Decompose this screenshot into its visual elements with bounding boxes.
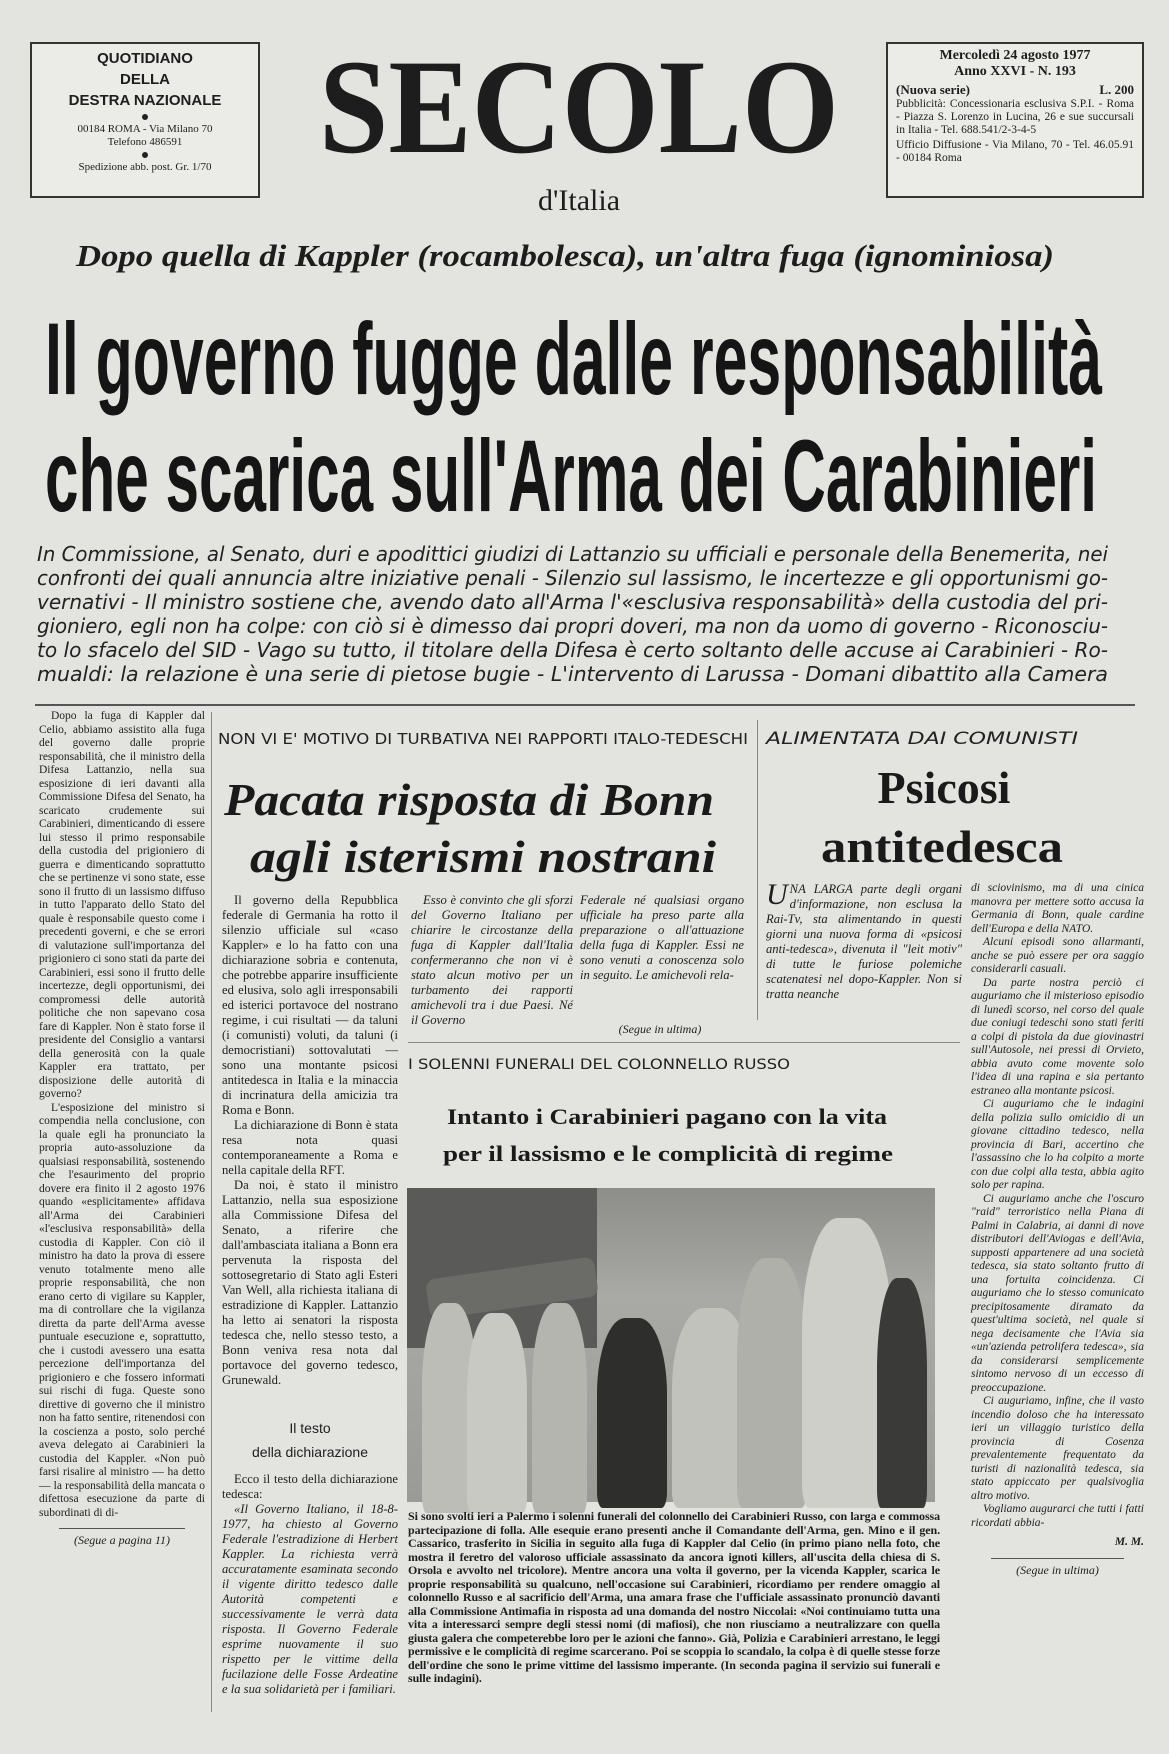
psicosi-signature: M. M. — [1114, 1536, 1144, 1548]
masthead-title: SECOLO — [319, 33, 839, 182]
bonn-paragraph: La dichiarazione di Bonn è stata resa nota quasi contemporaneamente a Roma e nella capitale della RFT. — [222, 1118, 398, 1177]
lead-continued: (Segue a pagina 11) — [59, 1528, 185, 1548]
psicosi-paragraph: Vogliamo augurarci che tutti i fatti ricordati abbia- — [971, 1503, 1144, 1529]
psicosi-dropcap: U — [766, 878, 788, 911]
section-divider — [35, 704, 1135, 706]
psicosi-headline-line-2: antitedesca — [821, 821, 1063, 872]
psicosi-headline-line-1: Psicosi — [877, 762, 1011, 813]
masthead-tagline-3: DESTRA NAZIONALE — [68, 92, 222, 109]
lead-headline-line-1: Il governo fugge dalle responsabilità — [45, 302, 1103, 416]
bonn-subhead — [222, 1416, 398, 1464]
bonn-continued: (Segue in ultima) — [618, 1022, 702, 1036]
advertising-info: Pubblicità: Concessionaria esclusiva S.P.I. - Roma - Piazza S. Lorenzo in Lucina, 26 e sue succursali in Italia - Tel. 688.541/2-3-4-5 — [896, 98, 1134, 136]
distribution-info: Ufficio Diffusione - Via Milano, 70 - Tel. 46.05.91 - 00184 Roma — [896, 139, 1134, 164]
psicosi-continued: (Segue in ultima) — [991, 1558, 1124, 1578]
column-rule — [211, 712, 212, 1712]
photo-figure — [467, 1313, 527, 1513]
bonn-intro: Ecco il testo della dichiarazione tedesca: — [222, 1472, 398, 1501]
lead-summary-line: to lo sfacelo del SID - Vago su tutto, il titolare della Difesa è certo soltanto delle accuse ai Carabinieri - Ro- — [37, 638, 1108, 662]
lead-article-body — [39, 710, 205, 1548]
funeral-photo-caption: Si sono svolti ieri a Palermo i solenni funerali del colonnello dei Carabinieri Russo, con larga e commossa partecipazione di folla. Alle esequie erano presenti anche il Comandante dell'Arma, gen. Mino e il gen. Cassarico, trasferito in Sicilia in seguito alla fuga di Kappler dal Celio (in primo piano nella foto, che mostra il feretro del valoroso ufficiale assassinato da ancora ignoti killers, all'uscita della chiesa di S. Orsola e avvolto nel tricolore). Mentre ancora una volta il governo, per la vicenda Kappler, scarica le proprie responsabilità su qualcuno, nell'occasione sui Carabinieri, ricordiamo per rendere omaggio al colonnello Russo e al sacrificio dell'Arma, una amara frase che l'ufficiale assassinato pronunciò davanti alla Commissione Antimafia in risposta ad una domanda del nostro Niccolai: «Noi continuiamo tutta una vita a interessarci sempre degli stessi nomi (di mafiosi), che non riusciamo a neutralizzare con quella giusta galera che competerebbe loro per le azioni che fanno». Già, Polizia e Carabinieri arrestano, le leggi permissive e le complicità di regime scarcerano. Poi se scoppia lo scandalo, la colpa è di quelle stesse forze dell'ordine che sono le prime vittime del lassismo imperante. (In seconda pagina il servizio sui funerali e sulle indagini). — [408, 1509, 940, 1685]
bonn-article-body — [222, 893, 398, 1712]
psicosi-section-label: ALIMENTATA DAI COMUNISTI — [764, 729, 1078, 749]
masthead-tagline-2: DELLA — [120, 71, 170, 88]
bonn-paragraph: Da noi, è stato il ministro Lattanzio, nella sua esposizione alla Commissione Difesa del Senato, a riferire che dall'ambasciata italiana a Bonn era pervenuta la risposta del sottosegretario di Stato agli Esteri Van Well, alla richiesta italiana di estradizione di Kappler. Lattanzio ha letto ai senatori la risposta tedesca che, nello stesso testo, a Bonn veniva resa nota dal portavoce del governo tedesco, Grunewald. — [222, 1178, 398, 1387]
bonn-headline-line-1: Pacata risposta di Bonn — [222, 774, 715, 825]
photo-figure — [737, 1258, 807, 1508]
issue-price: L. 200 — [1099, 82, 1134, 97]
photo-figure — [877, 1278, 927, 1508]
bonn-quote-paragraph: Esso è convinto che gli sforzi del Governo Italiano per chiarire le circostanze della fuga di Kappler dall'Italia confermeranno che non vi è stato alcun motivo per un turbamento dei rapporti amichevoli tra i due Paesi. Né il Governo — [411, 893, 573, 1027]
lead-summary-line: mualdi: la relazione è una serie di pietose bugie - L'intervento di Larussa - Domani dibattito alla Camera — [37, 662, 1108, 686]
bonn-paragraph: Il governo della Repubblica federale di Germania ha rotto il silenzio ufficiale sul «caso Kappler» e lo ha fatto con una dichiarazione sobria e contenuta, che potrebbe apparire insufficiente ed elusiva, solo agli irresponsabili ed isterici portavoce del nostrano regime, i cui risultati — da taluni (i comunisti) voluti, da taluni (i democristiani) sottovalutati — sono una montante psicosi antitedesca in Italia e la minaccia di incrinatura della amicizia tra Roma e Bonn. — [222, 893, 398, 1117]
bonn-headline-line-2: agli isterismi nostrani — [250, 831, 717, 882]
psicosi-first-paragraph: NA LARGA parte degli organi d'informazione, non esclusa la Rai-Tv, sta alimentando in questi giorni una nuova forma di «psicosi anti-tedesca», divenuta il "leit motiv" di tutte le furiose polemiche scatenatesi nel dopo-Kappler. Non si tratta neanche — [766, 882, 962, 1001]
masthead-phone: Telefono 486591 — [107, 136, 183, 148]
masthead-tagline-1: QUOTIDIANO — [97, 50, 193, 67]
bonn-section-label: NON VI E' MOTIVO DI TURBATIVA NEI RAPPORTI ITALO-TEDESCHI — [218, 730, 748, 748]
photo-figure — [532, 1303, 587, 1513]
funerali-headline-line-2: per il lassismo e le complicità di regime — [443, 1141, 894, 1166]
psicosi-paragraph: di sciovinismo, ma di una cinica manovra per mettere sotto accusa la Germania di Bonn, quale cardine dell'Europa e della NATO. — [971, 882, 1144, 935]
lead-kicker: Dopo quella di Kappler (rocambolesca), un'altra fuga (ignominiosa) — [74, 238, 1054, 273]
masthead-postal: Spedizione abb. post. Gr. 1/70 — [78, 161, 212, 173]
psicosi-article-intro — [766, 878, 962, 1016]
lead-paragraph: L'esposizione del ministro si compendia nella conclusione, con la quale egli ha pronunciato la propria auto-assoluzione da qualsiasi responsabilità, sostenendo che l'esaurimento del proprio dovere era finito il 2 agosto 1976 quando «esplicitamente» affidava all'Arma dei Carabinieri «l'esclusiva responsabilità» della custodia di Kappler. Con ciò il ministro ha dato la prova di essere venuto totalmente meno alle proprie responsabilità, che non erano certo di vigilare su Kappler, ma di controllare che la vigilanza diretta da parte dell'Arma avesse puntuale esecuzione e, soprattutto, che i custodi avessero una esatta percezione dell'importanza del prigioniero e che fossero informati sui rischi di fuga. Queste sono direttive di governo che il ministro non ha fatto sentire, ritenendosi con la coscienza a posto, solo perché aveva delegato ai Carabinieri la custodia del Kappler. «Non può farsi risalire al ministro — ha detto — la responsabilità della mancata o difettosa esecuzione da parte di subordinati di di- — [39, 1101, 205, 1519]
photo-figure — [597, 1318, 667, 1508]
funeral-photo — [407, 1188, 935, 1502]
funerali-headline-line-1: Intanto i Carabinieri pagano con la vita — [447, 1104, 887, 1129]
bonn-quote-paragraph: Federale né qualsiasi organo ufficiale ha preso parte alla preparazione o all'attuazione della fuga di Kappler. Essi ne sono venuti a conoscenza solo in seguito. Le amichevoli rela- — [580, 893, 744, 982]
bonn-subhead-line-2: della dichiarazione — [252, 1444, 368, 1460]
lead-paragraph: Dopo la fuga di Kappler dal Celio, abbiamo assistito alla fuga del governo dalle proprie responsabilità, che il ministro della Difesa Lattanzio, nella sua esposizione di ieri davanti alla Commissione Difesa del Senato, ha scaricato crudemente sui Carabinieri, dimenticando di essere lui stesso il primo responsabile della custodia del prigioniero di guerra e dimenticando soprattutto che se pertinenze vi sono state, esse sono il frutto di un lassismo diffuso in tutto l'apparato dello Stato del quale è responsabile questo come i precedenti governi, e che se errori di valutazione sull'importanza del prigioniero ci sono stati da parte dei Carabinieri, essi sono il frutto delle incertezze, degli opportunismi, dei compromessi delle autorità politiche che non sapevano cosa fare di Kappler. Non è stato forse il presidente del Consiglio a vantarsi della generosità con la quale Kappler era trattato, per disposizione delle autorità di governo? — [39, 710, 205, 1100]
issue-series: (Nuova serie) — [896, 82, 971, 97]
psicosi-paragraph: Ci auguriamo anche che l'oscuro "raid" terroristico nella Piana di Palmi in Calabria, ai danni di nove distributori dell'Aviogas e dell'Avia, supposti appartenere ad una società tedesca, sia stato soltanto frutto di una fortuita coincidenza. Ci auguriamo che lo stesso comunicato precipitosamente diramato da quest'ultima società, nel quale si nega decisamente che l'Avia sia «un'azienda petrolifera tedesca», sia da considerarsi semplicemente sintomo nervoso di un eccesso di preoccupazione. — [971, 1192, 1144, 1394]
psicosi-paragraph: Alcuni episodi sono allarmanti, anche se può essere per ora saggio considerarli casuali. — [971, 936, 1144, 975]
psicosi-article-body — [971, 882, 1144, 1578]
bonn-quote: «Il Governo Italiano, il 18-8-1977, ha chiesto al Governo Federale l'estradizione di Herbert Kappler. La richiesta verrà accuratamente esaminata secondo il vigente diritto tedesco dalle Autorità competenti e successivamente le verrà data risposta. Il Governo Federale esprime nuovamente il suo rispetto per le vittime della fucilazione delle Fosse Ardeatine e la sua solidarietà per i familiari. — [222, 1502, 398, 1696]
issue-date: Mercoledì 24 agosto 1977 — [939, 48, 1091, 63]
psicosi-paragraph: Ci auguriamo, infine, che il vasto incendio doloso che ha interessato ieri un villaggio turistico della provincia di Cosenza prevalentemente frequentato da turisti di nazionalità tedesca, sia stato appiccato per qualsivoglia altro motivo. — [971, 1395, 1144, 1502]
masthead-address: 00184 ROMA - Via Milano 70 — [77, 123, 213, 135]
lead-headline-line-2: che scarica sull'Arma dei Carabinieri — [45, 419, 1097, 533]
bonn-quote-continued-1 — [411, 893, 573, 1027]
bonn-quote-continued-2 — [580, 893, 744, 1015]
section-divider — [408, 1042, 960, 1043]
psicosi-paragraph: Da parte nostra perciò ci auguriamo che il misterioso episodio di lunedì scorso, nel corso del quale due coniugi tedeschi sono stati feriti a colpi di pistola da due giovinastri sull'Autosole, nei pressi di Orvieto, abbia avuto come movente solo l'idea di una rapina e sia pertanto estraneo alla montante psicosi. — [971, 976, 1144, 1097]
column-rule — [757, 720, 758, 1020]
lead-summary-line: In Commissione, al Senato, duri e apodittici giudizi di Lattanzio su ufficiali e personale della Benemerita, nei — [37, 542, 1109, 566]
lead-summary-line: confronti dei quali annuncia altre iniziative penali - Silenzio sul lassismo, le incertezze e gli opportunismi go- — [37, 566, 1108, 590]
psicosi-paragraph: Ci auguriamo che le indagini della polizia sullo omicidio di un giovane cittadino tedesco, nella provincia di Bari, accertino che l'assassino che lo ha colpito a morte con due colpi alla testa, abbia agito solo per rapina. — [971, 1098, 1144, 1191]
masthead-subtitle: d'Italia — [537, 184, 621, 217]
bonn-subhead-line-1: Il testo — [289, 1420, 331, 1436]
lead-summary-line: vernativi - Il ministro sostiene che, avendo dato all'Arma l'«esclusiva responsabilità» della custodia del pri- — [37, 590, 1108, 614]
issue-number: Anno XXVI - N. 193 — [954, 64, 1076, 79]
lead-summary-line: gioniero, egli non ha colpe: con ciò si è dimesso dai propri doveri, ma non da uomo di governo - Riconosciu- — [37, 614, 1108, 638]
funerali-section-label: I SOLENNI FUNERALI DEL COLONNELLO RUSSO — [408, 1057, 790, 1073]
